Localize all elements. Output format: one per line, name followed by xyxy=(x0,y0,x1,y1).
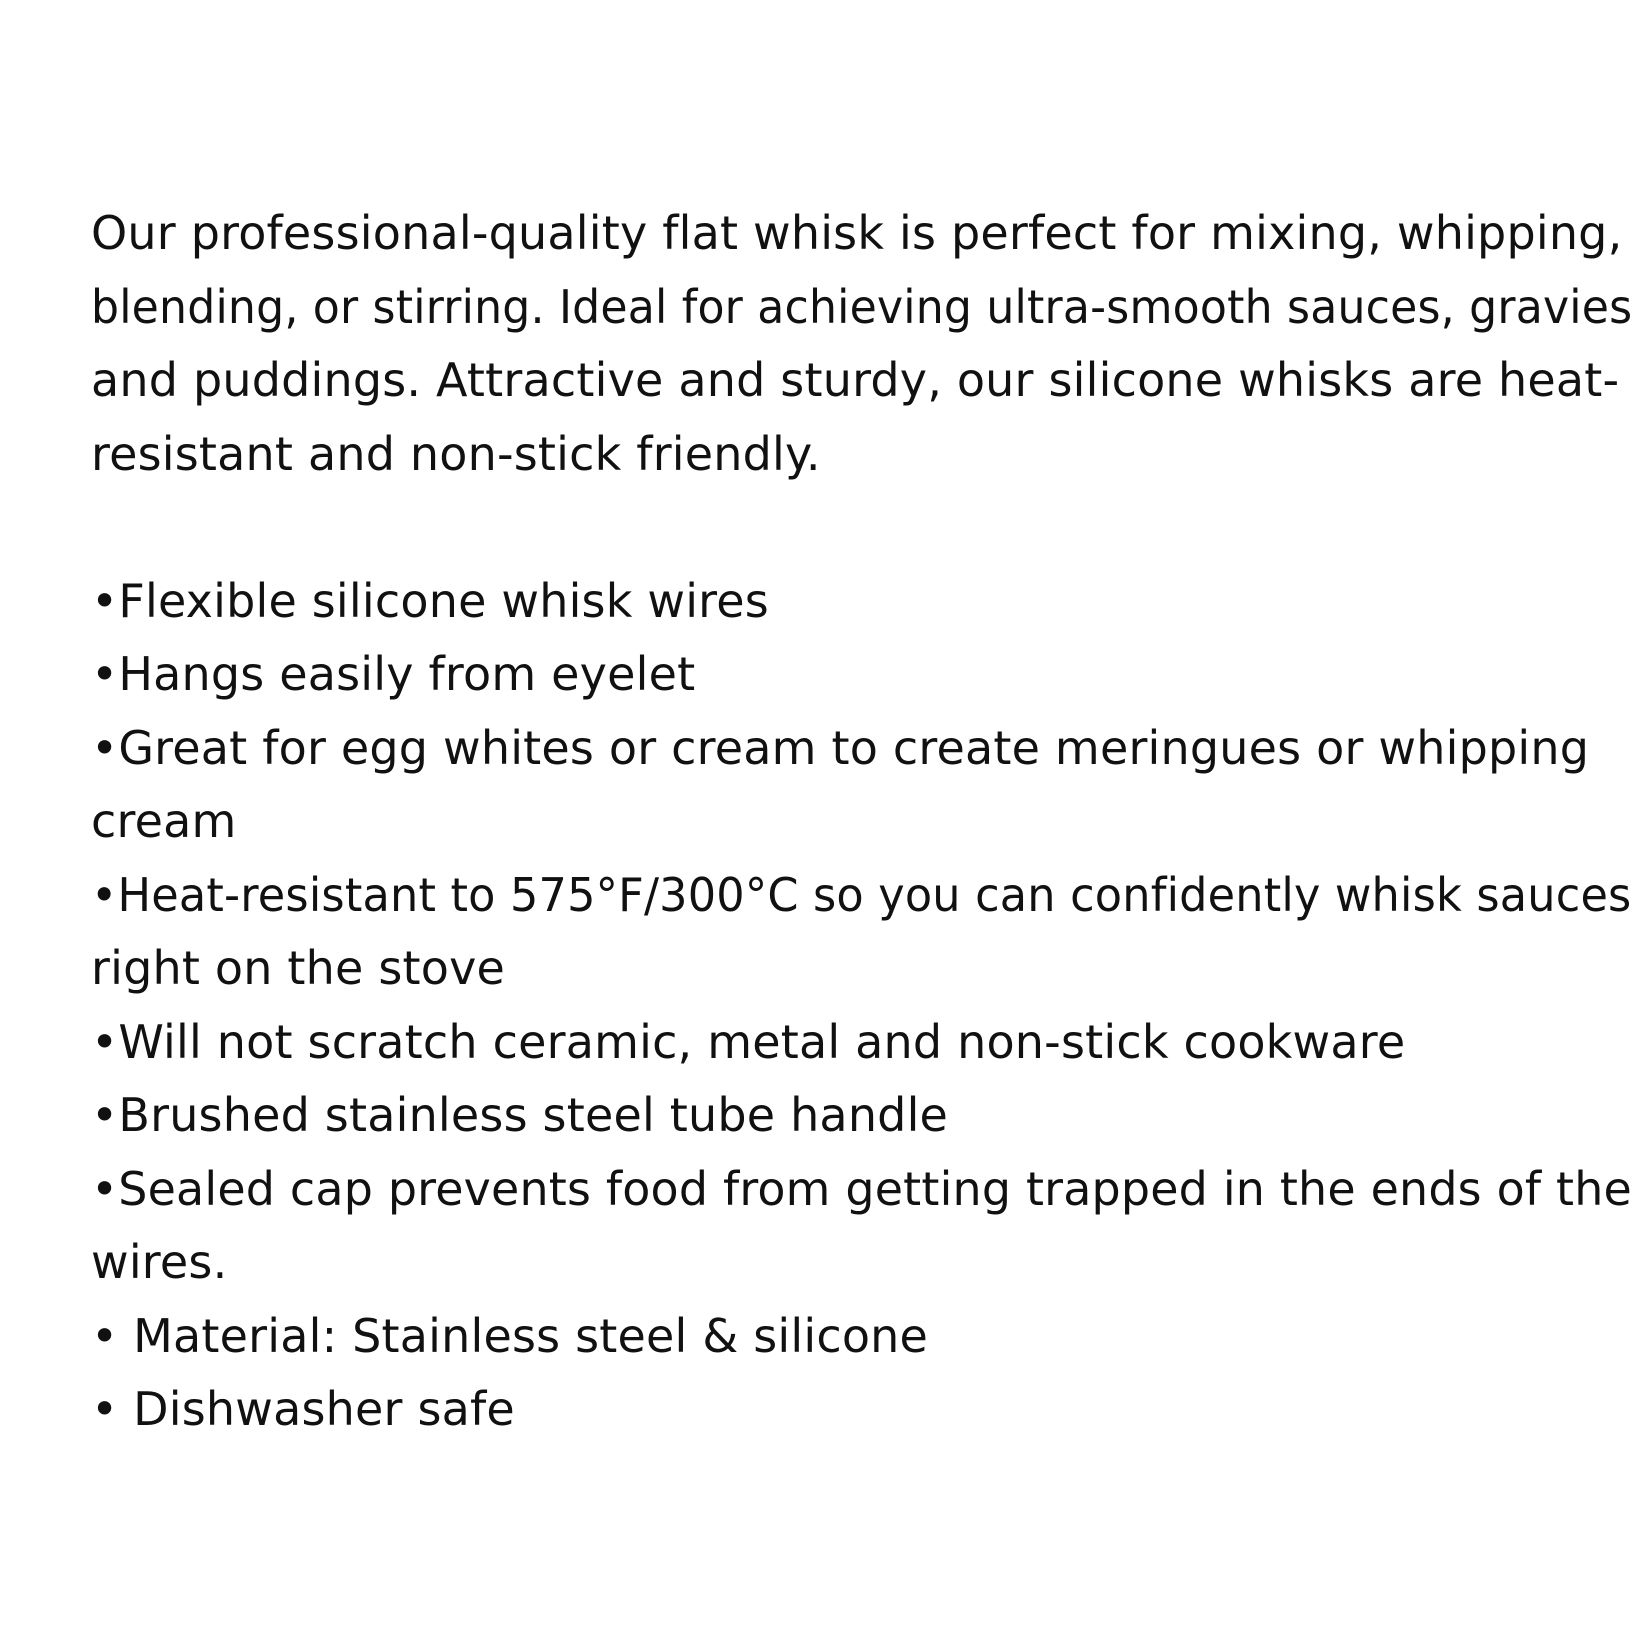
product-description xyxy=(91,197,1633,1447)
feature-item-continuation: wires. xyxy=(91,1235,228,1289)
feature-item: •Flexible silicone whisk wires xyxy=(91,573,769,628)
feature-item: •Hangs easily from eyelet xyxy=(91,647,696,701)
paragraph-spacer xyxy=(91,491,1591,565)
feature-item: •Sealed cap prevents food from getting trapped in the ends of the xyxy=(91,1161,1632,1216)
text-line: resistant and non-stick friendly. xyxy=(91,426,821,481)
intro-paragraph xyxy=(91,197,1633,491)
feature-item: •Heat-resistant to 575°F/300°C so you can confidently whisk sauces xyxy=(91,867,1632,922)
feature-item: • Dishwasher safe xyxy=(91,1382,515,1436)
text-line: Our professional-quality flat whisk is perfect for mixing, whipping, xyxy=(91,206,1623,260)
feature-item: • Material: Stainless steel & silicone xyxy=(91,1308,929,1363)
feature-item-continuation: right on the stove xyxy=(91,941,506,995)
feature-item: •Brushed stainless steel tube handle xyxy=(91,1088,949,1142)
text-line: and puddings. Attractive and sturdy, our silicone whisks are heat- xyxy=(91,353,1620,407)
feature-item-continuation: cream xyxy=(91,794,237,848)
feature-item: •Will not scratch ceramic, metal and non-stick cookware xyxy=(91,1014,1406,1069)
feature-list xyxy=(91,565,1632,1447)
feature-item: •Great for egg whites or cream to create meringues or whipping xyxy=(91,720,1590,775)
text-line: blending, or stirring. Ideal for achieving ultra-smooth sauces, gravies xyxy=(91,279,1633,334)
